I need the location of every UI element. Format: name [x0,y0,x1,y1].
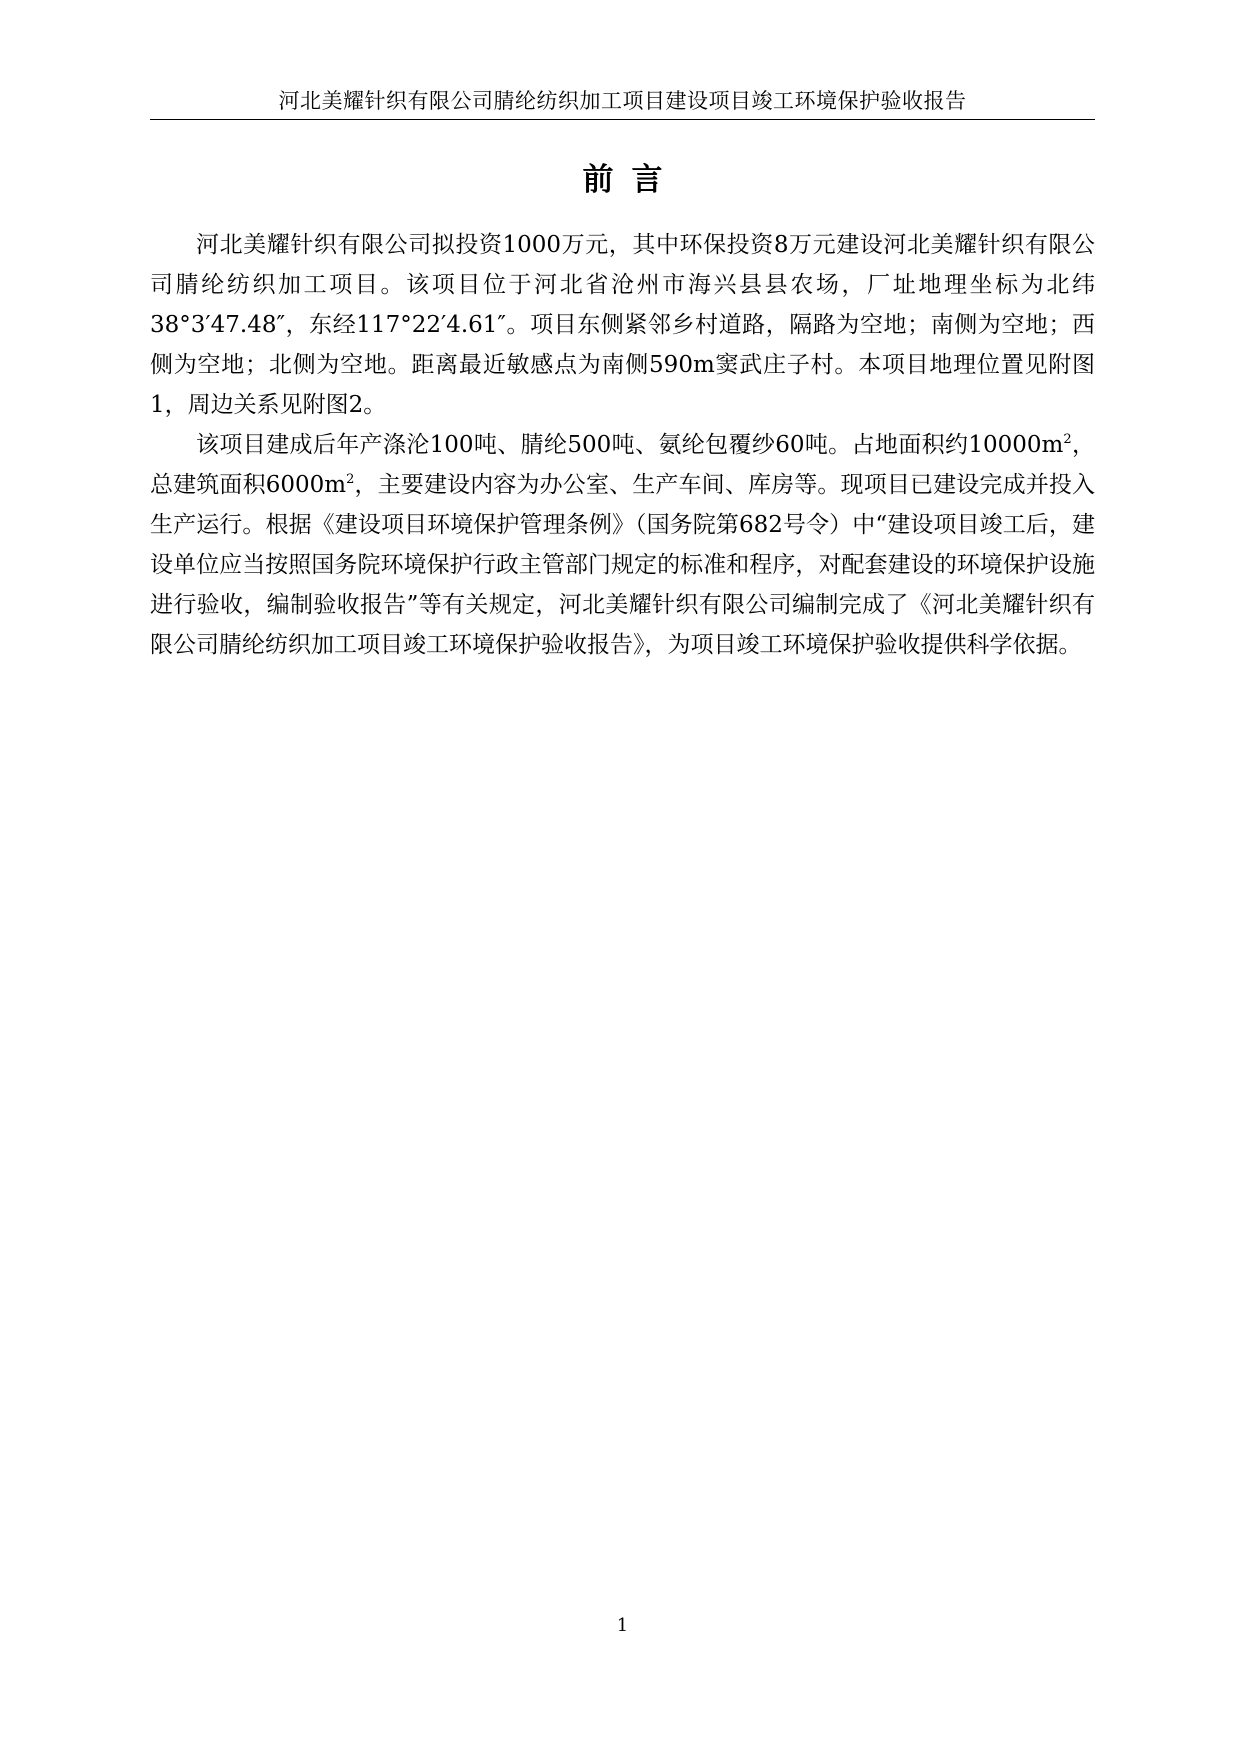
paragraph-project-scale [150,425,1095,665]
page-number: 1 [616,1615,629,1636]
paragraph-project-overview: 河北美耀针织有限公司拟投资1000万元，其中环保投资8万元建设河北美耀针织有限公司腈纶纺织加工项目。该项目位于河北省沧州市海兴县县农场，厂址地理坐标为北纬38°3′47.48″，东经117°22′4.61″。项目东侧紧邻乡村道路，隔路为空地；南侧为空地；西侧为空地；北侧为空地。距离最近敏感点为南侧590m窦武庄子村。本项目地理位置见附图1，周边关系见附图2。 [150,232,1095,418]
document-body [150,225,1095,665]
paragraph-text-segment: 该项目建成后年产涤沦100吨、腈纶500吨、氨纶包覆纱60吨。占地面积约10000m [196,432,1064,458]
document-header: 河北美耀针织有限公司腈纶纺织加工项目建设项目竣工环境保护验收报告 [278,89,967,113]
section-title: 前言 [582,162,681,198]
paragraph-text-segment: ，主要建设内容为办公室、生产车间、库房等。现项目已建设完成并投入生产运行。根据《建设项目环境保护管理条例》（国务院第682号令）中“建设项目竣工后，建设单位应当按照国务院环境保护行政主管部门规定的标准和程序，对配套建设的环境保护设施进行验收，编制验收报告”等有关规定，河北美耀针织有限公司编制完成了《河北美耀针织有限公司腈纶纺织加工项目竣工环境保护验收报告》，为项目竣工环境保护验收提供科学依据。 [150,472,1096,658]
superscript-exponent: 2 [1063,432,1072,447]
header-divider [150,119,1095,120]
superscript-exponent: 2 [346,472,355,487]
paragraph-text-segment: ，总建筑面积6000m [150,432,1096,498]
